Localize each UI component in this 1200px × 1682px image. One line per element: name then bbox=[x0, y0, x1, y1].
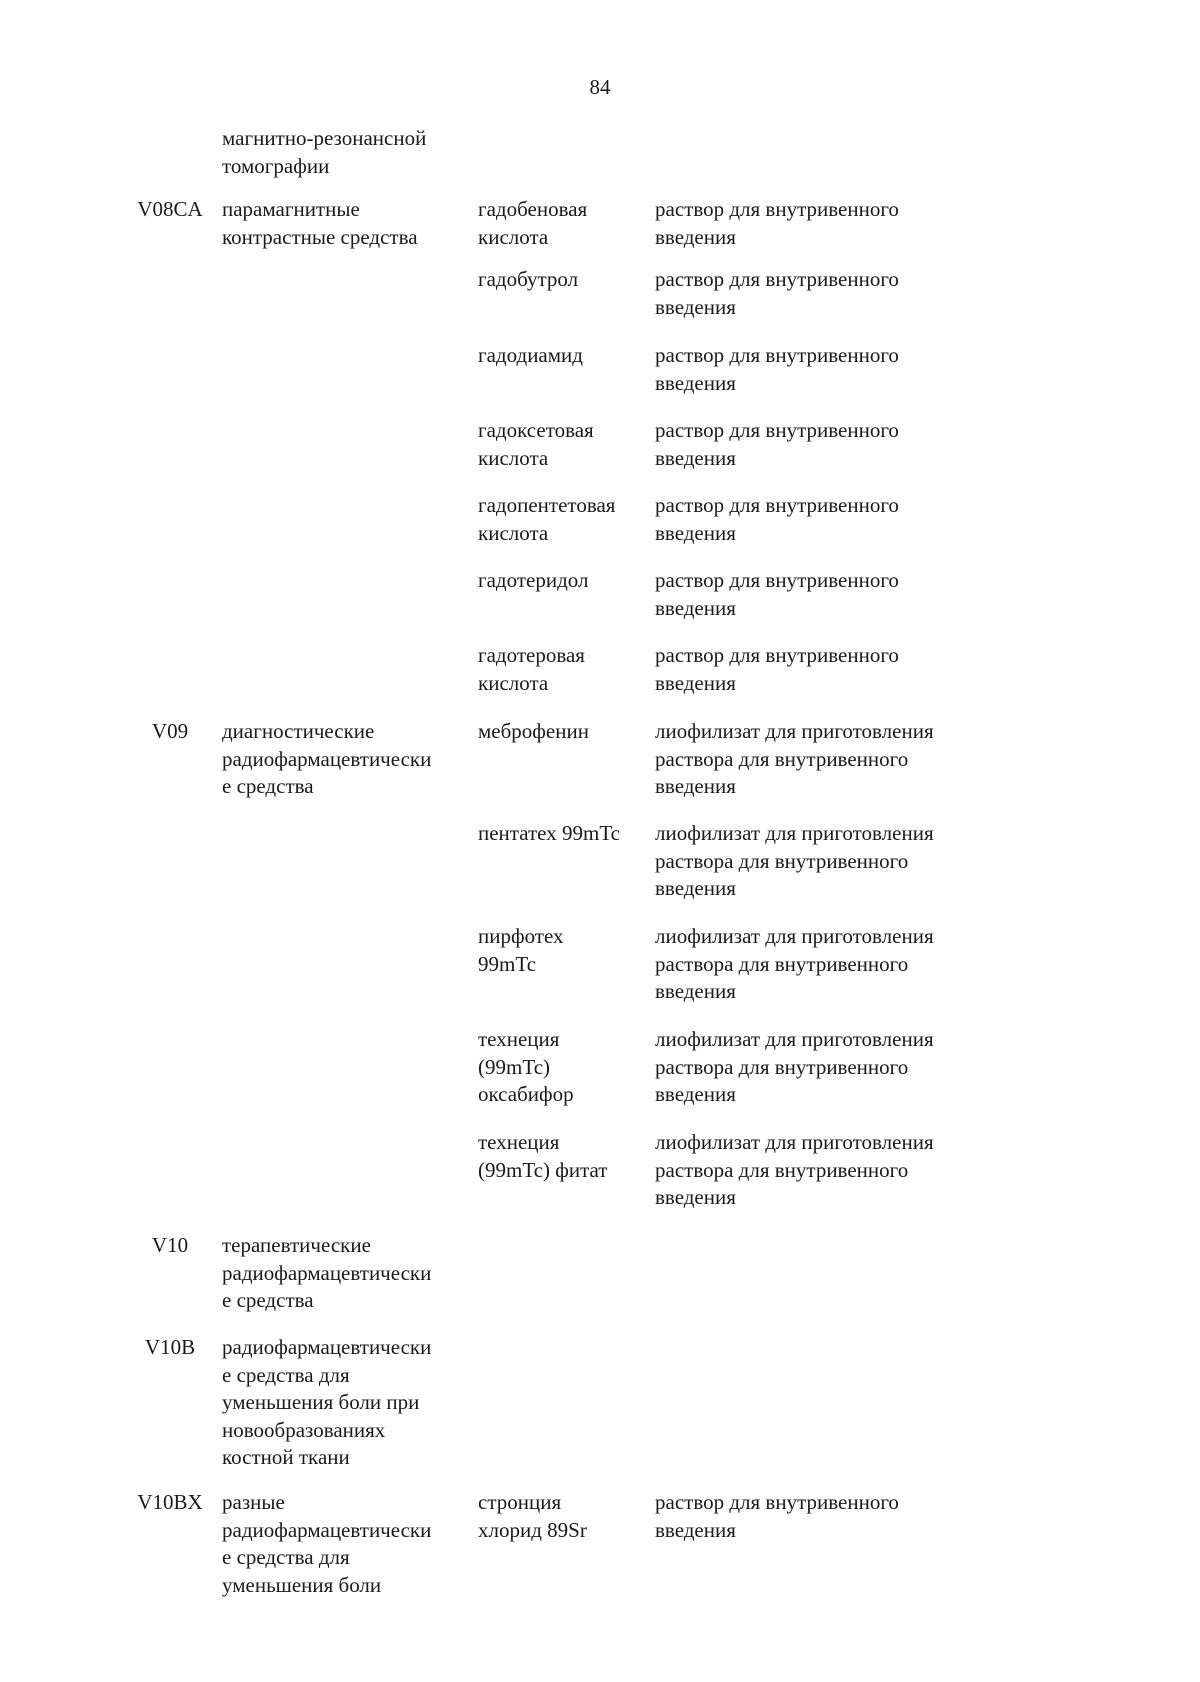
drug-name: стронция хлорид 89Sr bbox=[478, 1490, 587, 1542]
dosage-form: раствор для внутривенного введения bbox=[655, 343, 899, 395]
table-row bbox=[0, 342, 1200, 417]
dosage-form: раствор для внутривенного введения bbox=[655, 267, 899, 319]
atc-code: V09 bbox=[151, 719, 189, 743]
drug-name: гадодиамид bbox=[478, 343, 583, 367]
dosage-form: лиофилизат для приготовления раствора для внутривенного введения bbox=[655, 1027, 934, 1106]
table-row bbox=[0, 1026, 1200, 1129]
table-row bbox=[0, 196, 1200, 266]
dosage-form: раствор для внутривенного введения bbox=[655, 197, 899, 249]
atc-code: V10B bbox=[144, 1335, 196, 1359]
dosage-form: раствор для внутривенного введения bbox=[655, 643, 899, 695]
drug-name: гадоксетовая кислота bbox=[478, 418, 594, 470]
table-row bbox=[0, 718, 1200, 820]
table-row bbox=[0, 642, 1200, 718]
table-row bbox=[0, 1129, 1200, 1232]
atc-group: диагностические радиофармацевтически е средства bbox=[222, 719, 432, 798]
atc-group: разные радиофармацевтически е средства для уменьшения боли bbox=[222, 1490, 432, 1597]
drug-name: технеция (99mTc) оксабифор bbox=[478, 1027, 574, 1106]
drug-name: пирфотех 99mTc bbox=[478, 924, 564, 976]
drug-name: гадопентетовая кислота bbox=[478, 493, 616, 545]
drug-name: пентатех 99mTc bbox=[478, 821, 620, 845]
dosage-form: лиофилизат для приготовления раствора для внутривенного введения bbox=[655, 1130, 934, 1209]
table-row bbox=[0, 492, 1200, 567]
page-number: 84 bbox=[589, 75, 611, 99]
dosage-form: лиофилизат для приготовления раствора для внутривенного введения bbox=[655, 924, 934, 1003]
atc-code: V10 bbox=[151, 1233, 189, 1257]
table-row bbox=[0, 125, 1200, 196]
atc-group: радиофармацевтически е средства для уменьшения боли при новообразованиях костной ткани bbox=[222, 1335, 432, 1469]
dosage-form: раствор для внутривенного введения bbox=[655, 568, 899, 620]
dosage-form: лиофилизат для приготовления раствора для внутривенного введения bbox=[655, 719, 934, 798]
drug-name: технеция (99mTc) фитат bbox=[478, 1130, 608, 1182]
table-row bbox=[0, 1232, 1200, 1334]
dosage-form: лиофилизат для приготовления раствора для внутривенного введения bbox=[655, 821, 934, 900]
dosage-form: раствор для внутривенного введения bbox=[655, 1490, 899, 1542]
atc-group: магнитно-резонансной томографии bbox=[222, 126, 427, 178]
atc-code: V10BX bbox=[137, 1490, 203, 1514]
table-row bbox=[0, 923, 1200, 1026]
dosage-form: раствор для внутривенного введения bbox=[655, 493, 899, 545]
table-row bbox=[0, 417, 1200, 492]
table-row bbox=[0, 567, 1200, 642]
dosage-form: раствор для внутривенного введения bbox=[655, 418, 899, 470]
atc-group: парамагнитные контрастные средства bbox=[222, 197, 418, 249]
table-row bbox=[0, 1489, 1200, 1604]
table-row bbox=[0, 266, 1200, 342]
table-row bbox=[0, 820, 1200, 923]
atc-group: терапевтические радиофармацевтически е средства bbox=[222, 1233, 432, 1312]
atc-code: V08CA bbox=[137, 197, 203, 221]
drug-name: гадотеридол bbox=[478, 568, 589, 592]
drug-name: гадобутрол bbox=[478, 267, 579, 291]
table-row bbox=[0, 1334, 1200, 1489]
drug-name: гадотеровая кислота bbox=[478, 643, 585, 695]
drug-table bbox=[0, 125, 1200, 1604]
drug-name: меброфенин bbox=[478, 719, 589, 743]
drug-name: гадобеновая кислота bbox=[478, 197, 588, 249]
